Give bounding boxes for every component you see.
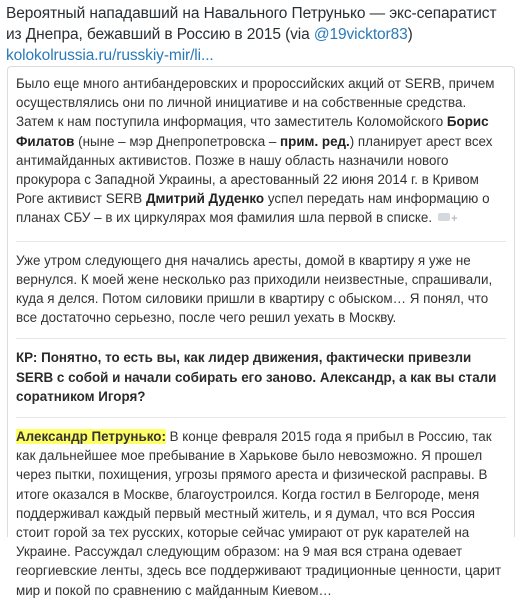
tweet-text-between: )	[407, 26, 413, 43]
divider	[16, 417, 506, 418]
tweet-text	[6, 3, 514, 66]
divider	[16, 241, 506, 242]
p1-text-c: (ныне – мэр Днепропетровска –	[74, 133, 281, 149]
plus-icon[interactable]: +	[451, 213, 458, 226]
p1-text-a: Было еще много антибандеровских и пророссийских акций от SERB, причем осуществлялись они по личной инициативе и на собственные средства. Затем к нам поступила информация, что заместитель Коломойского	[16, 76, 495, 130]
source-link[interactable]	[6, 47, 214, 64]
divider	[16, 338, 506, 339]
answer-text: В конце февраля 2015 года я прибыл в Россию, так как дальнейшее мое пребывание в Харькове было невозможно. Я прошел через пытки, похищения, угрозы прямого ареста и физической расправы. В итоге оказался в Москве, благоустроился. Когда гостил в Белгороде, меня поддерживал каждый первый местный житель, и я думал, что вся Россия стоит горой за тех русских, которые сейчас умирают от рук карателей на Украине. Рассуждал следующим образом: на 9 мая вся страна одевает георгиевские ленты, здесь все поддерживают традиционные ценности, царит мир и покой по сравнению с майданным Киевом…	[16, 429, 502, 598]
interview-answer	[16, 427, 506, 600]
tweet-text-main: Вероятный нападавший на Навального Петрунько — экс-сепаратист из Днепра, бежавший в Россию в 2015 (via	[6, 5, 497, 43]
name-filatov: Борис Филатов	[16, 114, 489, 149]
mention-link[interactable]: @19vicktor83	[313, 26, 408, 43]
article-paragraph-1	[16, 74, 506, 230]
source-link-path: /russkiy-mir/li...	[112, 47, 214, 64]
speaker-name-highlighted: Александр Петрунько:	[16, 429, 166, 445]
source-link-host: kolokolrussia.ru	[6, 47, 113, 64]
comment-bubble-icon[interactable]	[438, 213, 450, 221]
editor-note: прим. ред.	[280, 133, 350, 149]
article-body	[16, 74, 506, 611]
article-paragraph-2: Уже утром следующего дня начались аресты, домой в квартиру я уже не вернулся. К моей жене несколько раз приходили неизвестные, спрашивали, куда я делся. Потом силовики пришли в квартиру с обыском… Я понял, что все достаточно серьезно, после чего решил уехать в Москву.	[16, 252, 493, 326]
interview-question: КР: Понятно, то есть вы, как лидер движения, фактически привезли SERB с собой и начали собирать его заново. Александр, а как вы стали соратником Игоря?	[16, 350, 497, 404]
name-dudenko: Дмитрий Дуденко	[145, 191, 265, 207]
article-screenshot-card	[7, 66, 515, 598]
p1-text-e: успел передать нам информацию о планах СБУ – в их циркулярах моя фамилия шла первой в списке.	[16, 191, 490, 226]
p1-text-d: ) планирует арест всех антимайданных активистов. Позже в нашу область назначили нового прокурора с Западной Украины, а арестованный 22 июня 2014 г. в Кривом Роге активист SERB	[16, 133, 493, 207]
